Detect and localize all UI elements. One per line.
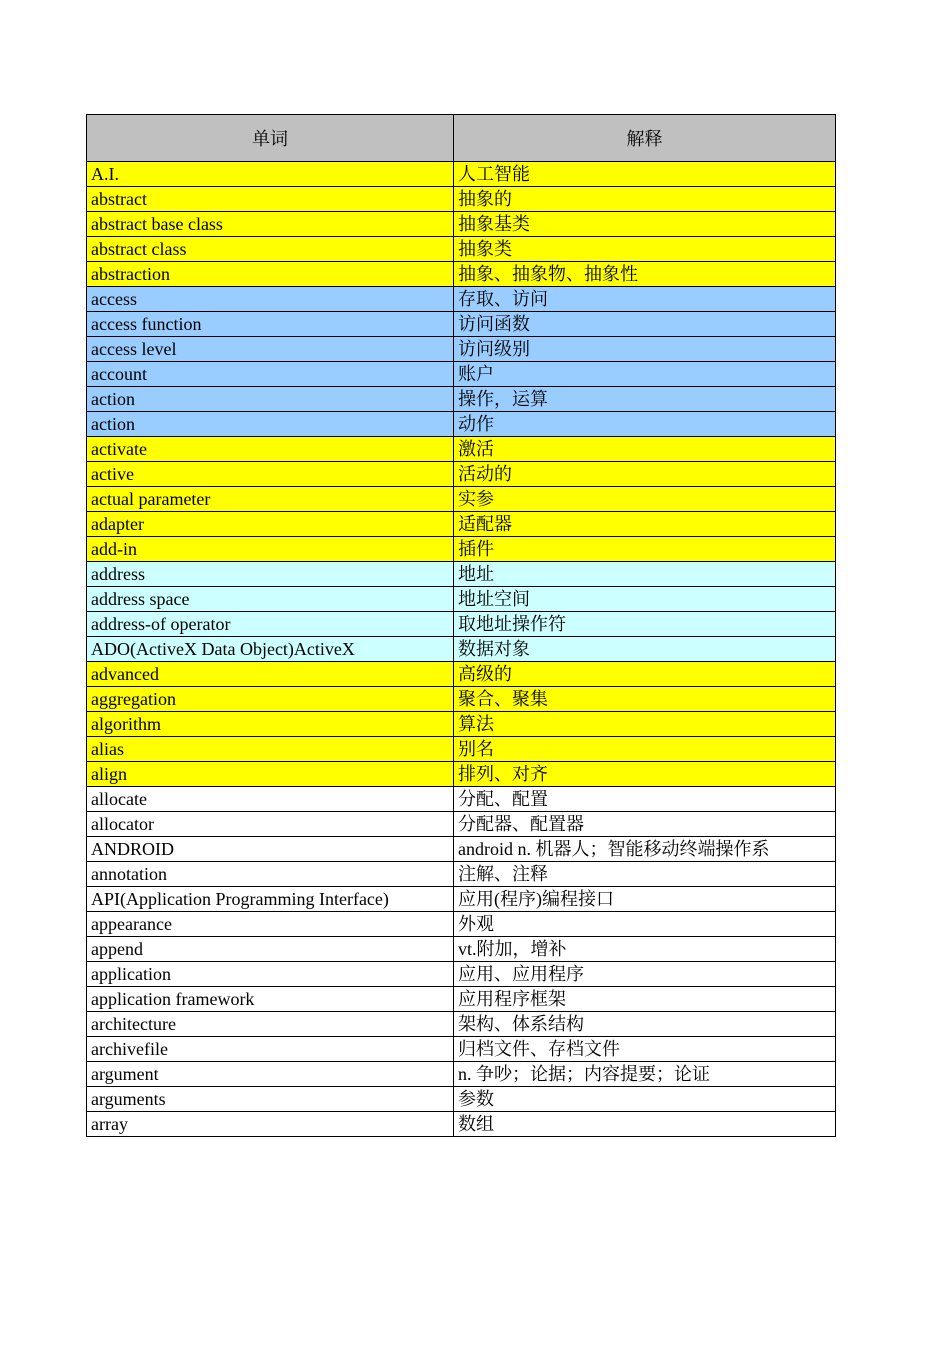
word-cell: active (87, 462, 454, 487)
table-row (87, 912, 836, 937)
word-cell: array (87, 1112, 454, 1137)
meaning-cell: 应用、应用程序 (454, 962, 836, 987)
header-word: 单词 (87, 115, 454, 162)
word-cell: appearance (87, 912, 454, 937)
meaning-cell: 参数 (454, 1087, 836, 1112)
table-row (87, 1112, 836, 1137)
meaning-cell: 访问级别 (454, 337, 836, 362)
meaning-cell: 数据对象 (454, 637, 836, 662)
table-row (87, 962, 836, 987)
meaning-cell: 抽象基类 (454, 212, 836, 237)
meaning-cell: 架构、体系结构 (454, 1012, 836, 1037)
table-row (87, 412, 836, 437)
meaning-cell: 动作 (454, 412, 836, 437)
meaning-cell: 排列、对齐 (454, 762, 836, 787)
meaning-cell: 分配器、配置器 (454, 812, 836, 837)
meaning-cell: 应用程序框架 (454, 987, 836, 1012)
meaning-cell: 存取、访问 (454, 287, 836, 312)
meaning-cell: android n. 机器人；智能移动终端操作系 (454, 837, 836, 862)
meaning-cell: 应用(程序)编程接口 (454, 887, 836, 912)
word-cell: address-of operator (87, 612, 454, 637)
meaning-cell: 外观 (454, 912, 836, 937)
table-row (87, 487, 836, 512)
table-row (87, 537, 836, 562)
word-cell: A.I. (87, 162, 454, 187)
word-cell: arguments (87, 1087, 454, 1112)
meaning-cell: 激活 (454, 437, 836, 462)
word-cell: access level (87, 337, 454, 362)
word-cell: align (87, 762, 454, 787)
table-row (87, 587, 836, 612)
word-cell: activate (87, 437, 454, 462)
table-row (87, 1037, 836, 1062)
meaning-cell: 抽象类 (454, 237, 836, 262)
word-cell: algorithm (87, 712, 454, 737)
table-row (87, 237, 836, 262)
table-row (87, 612, 836, 637)
word-cell: advanced (87, 662, 454, 687)
table-row (87, 712, 836, 737)
vocabulary-table (86, 114, 836, 1137)
meaning-cell: 归档文件、存档文件 (454, 1037, 836, 1062)
word-cell: access function (87, 312, 454, 337)
meaning-cell: 账户 (454, 362, 836, 387)
header-meaning: 解释 (454, 115, 836, 162)
table-row (87, 337, 836, 362)
table-row (87, 462, 836, 487)
word-cell: adapter (87, 512, 454, 537)
meaning-cell: 操作，运算 (454, 387, 836, 412)
meaning-cell: 别名 (454, 737, 836, 762)
table-row (87, 162, 836, 187)
word-cell: account (87, 362, 454, 387)
header-row (87, 115, 836, 162)
word-cell: ANDROID (87, 837, 454, 862)
table-row (87, 662, 836, 687)
meaning-cell: 人工智能 (454, 162, 836, 187)
word-cell: abstract (87, 187, 454, 212)
word-cell: access (87, 287, 454, 312)
word-cell: ADO(ActiveX Data Object)ActiveX (87, 637, 454, 662)
meaning-cell: 高级的 (454, 662, 836, 687)
table-row (87, 637, 836, 662)
meaning-cell: 地址 (454, 562, 836, 587)
table-row (87, 812, 836, 837)
word-cell: alias (87, 737, 454, 762)
meaning-cell: 适配器 (454, 512, 836, 537)
meaning-cell: vt.附加，增补 (454, 937, 836, 962)
table-row (87, 287, 836, 312)
table-row (87, 1062, 836, 1087)
meaning-cell: 注解、注释 (454, 862, 836, 887)
word-cell: abstraction (87, 262, 454, 287)
meaning-cell: 算法 (454, 712, 836, 737)
meaning-cell: n. 争吵；论据；内容提要；论证 (454, 1062, 836, 1087)
table-row (87, 762, 836, 787)
table-row (87, 687, 836, 712)
word-cell: add-in (87, 537, 454, 562)
table-row (87, 937, 836, 962)
table-row (87, 787, 836, 812)
meaning-cell: 抽象、抽象物、抽象性 (454, 262, 836, 287)
word-cell: argument (87, 1062, 454, 1087)
word-cell: abstract base class (87, 212, 454, 237)
table-row (87, 1087, 836, 1112)
table-row (87, 837, 836, 862)
meaning-cell: 数组 (454, 1112, 836, 1137)
meaning-cell: 插件 (454, 537, 836, 562)
word-cell: allocator (87, 812, 454, 837)
word-cell: annotation (87, 862, 454, 887)
meaning-cell: 分配、配置 (454, 787, 836, 812)
table-row (87, 312, 836, 337)
table-row (87, 362, 836, 387)
meaning-cell: 地址空间 (454, 587, 836, 612)
table-row (87, 187, 836, 212)
table-row (87, 212, 836, 237)
table-row (87, 987, 836, 1012)
word-cell: architecture (87, 1012, 454, 1037)
table-row (87, 512, 836, 537)
table-row (87, 437, 836, 462)
word-cell: actual parameter (87, 487, 454, 512)
meaning-cell: 聚合、聚集 (454, 687, 836, 712)
table-row (87, 737, 836, 762)
word-cell: address space (87, 587, 454, 612)
word-cell: application framework (87, 987, 454, 1012)
meaning-cell: 活动的 (454, 462, 836, 487)
word-cell: archivefile (87, 1037, 454, 1062)
meaning-cell: 访问函数 (454, 312, 836, 337)
meaning-cell: 实参 (454, 487, 836, 512)
table-row (87, 1012, 836, 1037)
word-cell: action (87, 412, 454, 437)
table-row (87, 562, 836, 587)
word-cell: action (87, 387, 454, 412)
word-cell: aggregation (87, 687, 454, 712)
table-row (87, 387, 836, 412)
word-cell: allocate (87, 787, 454, 812)
table-row (87, 262, 836, 287)
meaning-cell: 抽象的 (454, 187, 836, 212)
word-cell: append (87, 937, 454, 962)
table-row (87, 887, 836, 912)
word-cell: API(Application Programming Interface) (87, 887, 454, 912)
table-row (87, 862, 836, 887)
word-cell: application (87, 962, 454, 987)
word-cell: address (87, 562, 454, 587)
meaning-cell: 取地址操作符 (454, 612, 836, 637)
word-cell: abstract class (87, 237, 454, 262)
